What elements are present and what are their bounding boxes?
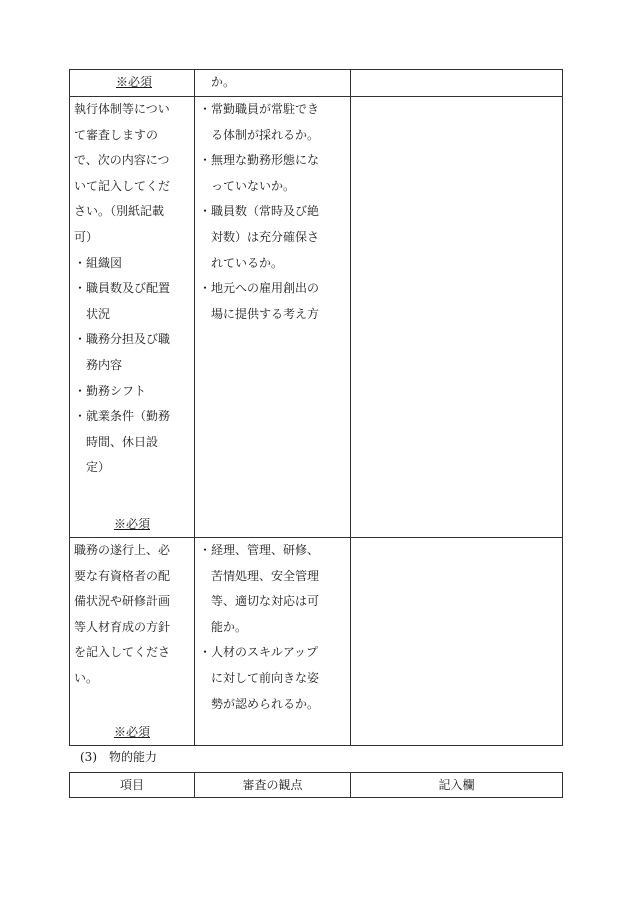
item-text: 可） bbox=[74, 229, 99, 244]
item-text: 状況 bbox=[86, 306, 111, 321]
viewpoint-cell bbox=[195, 97, 351, 538]
table-row bbox=[70, 538, 563, 746]
item-text: いて記入してくだ bbox=[74, 178, 171, 193]
item-cell bbox=[70, 538, 195, 746]
viewpoint-text: ・地元への雇用創出の bbox=[199, 281, 320, 296]
entry-cell[interactable] bbox=[351, 97, 563, 538]
table-header-row bbox=[70, 773, 563, 798]
viewpoint-cell bbox=[195, 538, 351, 746]
item-text: い。 bbox=[74, 670, 99, 685]
item-text: て審査しますの bbox=[74, 127, 159, 142]
viewpoint-text: 対数）は充分確保さ bbox=[211, 229, 320, 244]
item-text: ・就業条件（勤務 bbox=[74, 409, 171, 424]
viewpoint-cell bbox=[195, 70, 351, 97]
viewpoint-text: っていないか。 bbox=[211, 178, 296, 193]
viewpoint-text: れているか。 bbox=[211, 255, 284, 270]
header-viewpoint: 審査の観点 bbox=[195, 773, 351, 798]
table-row bbox=[70, 70, 563, 97]
viewpoint-text: 苦情処理、安全管理 bbox=[211, 568, 320, 583]
item-text: 要な有資格者の配 bbox=[74, 568, 171, 583]
viewpoint-text: 能か。 bbox=[211, 619, 248, 634]
item-text: 等人材育成の方針 bbox=[74, 619, 171, 634]
viewpoint-text: 勢が認められるか。 bbox=[211, 696, 320, 711]
item-text: で、次の内容につ bbox=[74, 153, 170, 168]
entry-cell[interactable] bbox=[351, 70, 563, 97]
entry-cell[interactable] bbox=[351, 538, 563, 746]
item-text: さい。（別紙記載 bbox=[74, 204, 165, 219]
viewpoint-text: 場に提供する考え方 bbox=[211, 306, 320, 321]
header-entry: 記入欄 bbox=[351, 773, 563, 798]
item-cell bbox=[70, 70, 195, 97]
header-table bbox=[69, 772, 563, 798]
viewpoint-text: ・常勤職員が常駐でき bbox=[199, 102, 320, 116]
item-text: ・職員数及び配置 bbox=[74, 281, 171, 296]
required-mark: ※必須 bbox=[113, 517, 150, 531]
item-text: を記入してくださ bbox=[74, 645, 171, 660]
required-mark: ※必須 bbox=[113, 725, 150, 739]
item-text: 執行体制等につい bbox=[74, 102, 170, 116]
viewpoint-text: に対して前向きな姿 bbox=[211, 670, 320, 685]
viewpoint-text: る体制が採れるか。 bbox=[211, 127, 320, 142]
section-title: (3) 物的能力 bbox=[80, 750, 157, 764]
header-item: 項目 bbox=[70, 773, 195, 798]
viewpoint-text: ・人材のスキルアップ bbox=[199, 645, 319, 660]
item-text: 時間、休日設 bbox=[86, 434, 159, 449]
viewpoint-text: ・経理、管理、研修、 bbox=[199, 543, 320, 557]
item-text: 職務の遂行上、必 bbox=[74, 543, 171, 557]
viewpoint-text: か。 bbox=[211, 75, 236, 89]
viewpoint-text: 等、適切な対応は可 bbox=[211, 594, 320, 609]
item-text: 備状況や研修計画 bbox=[74, 594, 171, 609]
required-mark: ※必須 bbox=[115, 75, 152, 89]
item-cell bbox=[70, 97, 195, 538]
item-text: 定） bbox=[86, 460, 111, 475]
item-text: ・職務分担及び職 bbox=[74, 332, 171, 347]
item-text: 務内容 bbox=[86, 357, 123, 372]
viewpoint-text: ・職員数（常時及び絶 bbox=[199, 204, 320, 219]
item-text: ・勤務シフト bbox=[74, 383, 147, 398]
table-row bbox=[70, 97, 563, 538]
evaluation-table bbox=[69, 69, 563, 746]
viewpoint-text: ・無理な勤務形態にな bbox=[199, 153, 320, 168]
item-text: ・組織図 bbox=[74, 255, 123, 270]
